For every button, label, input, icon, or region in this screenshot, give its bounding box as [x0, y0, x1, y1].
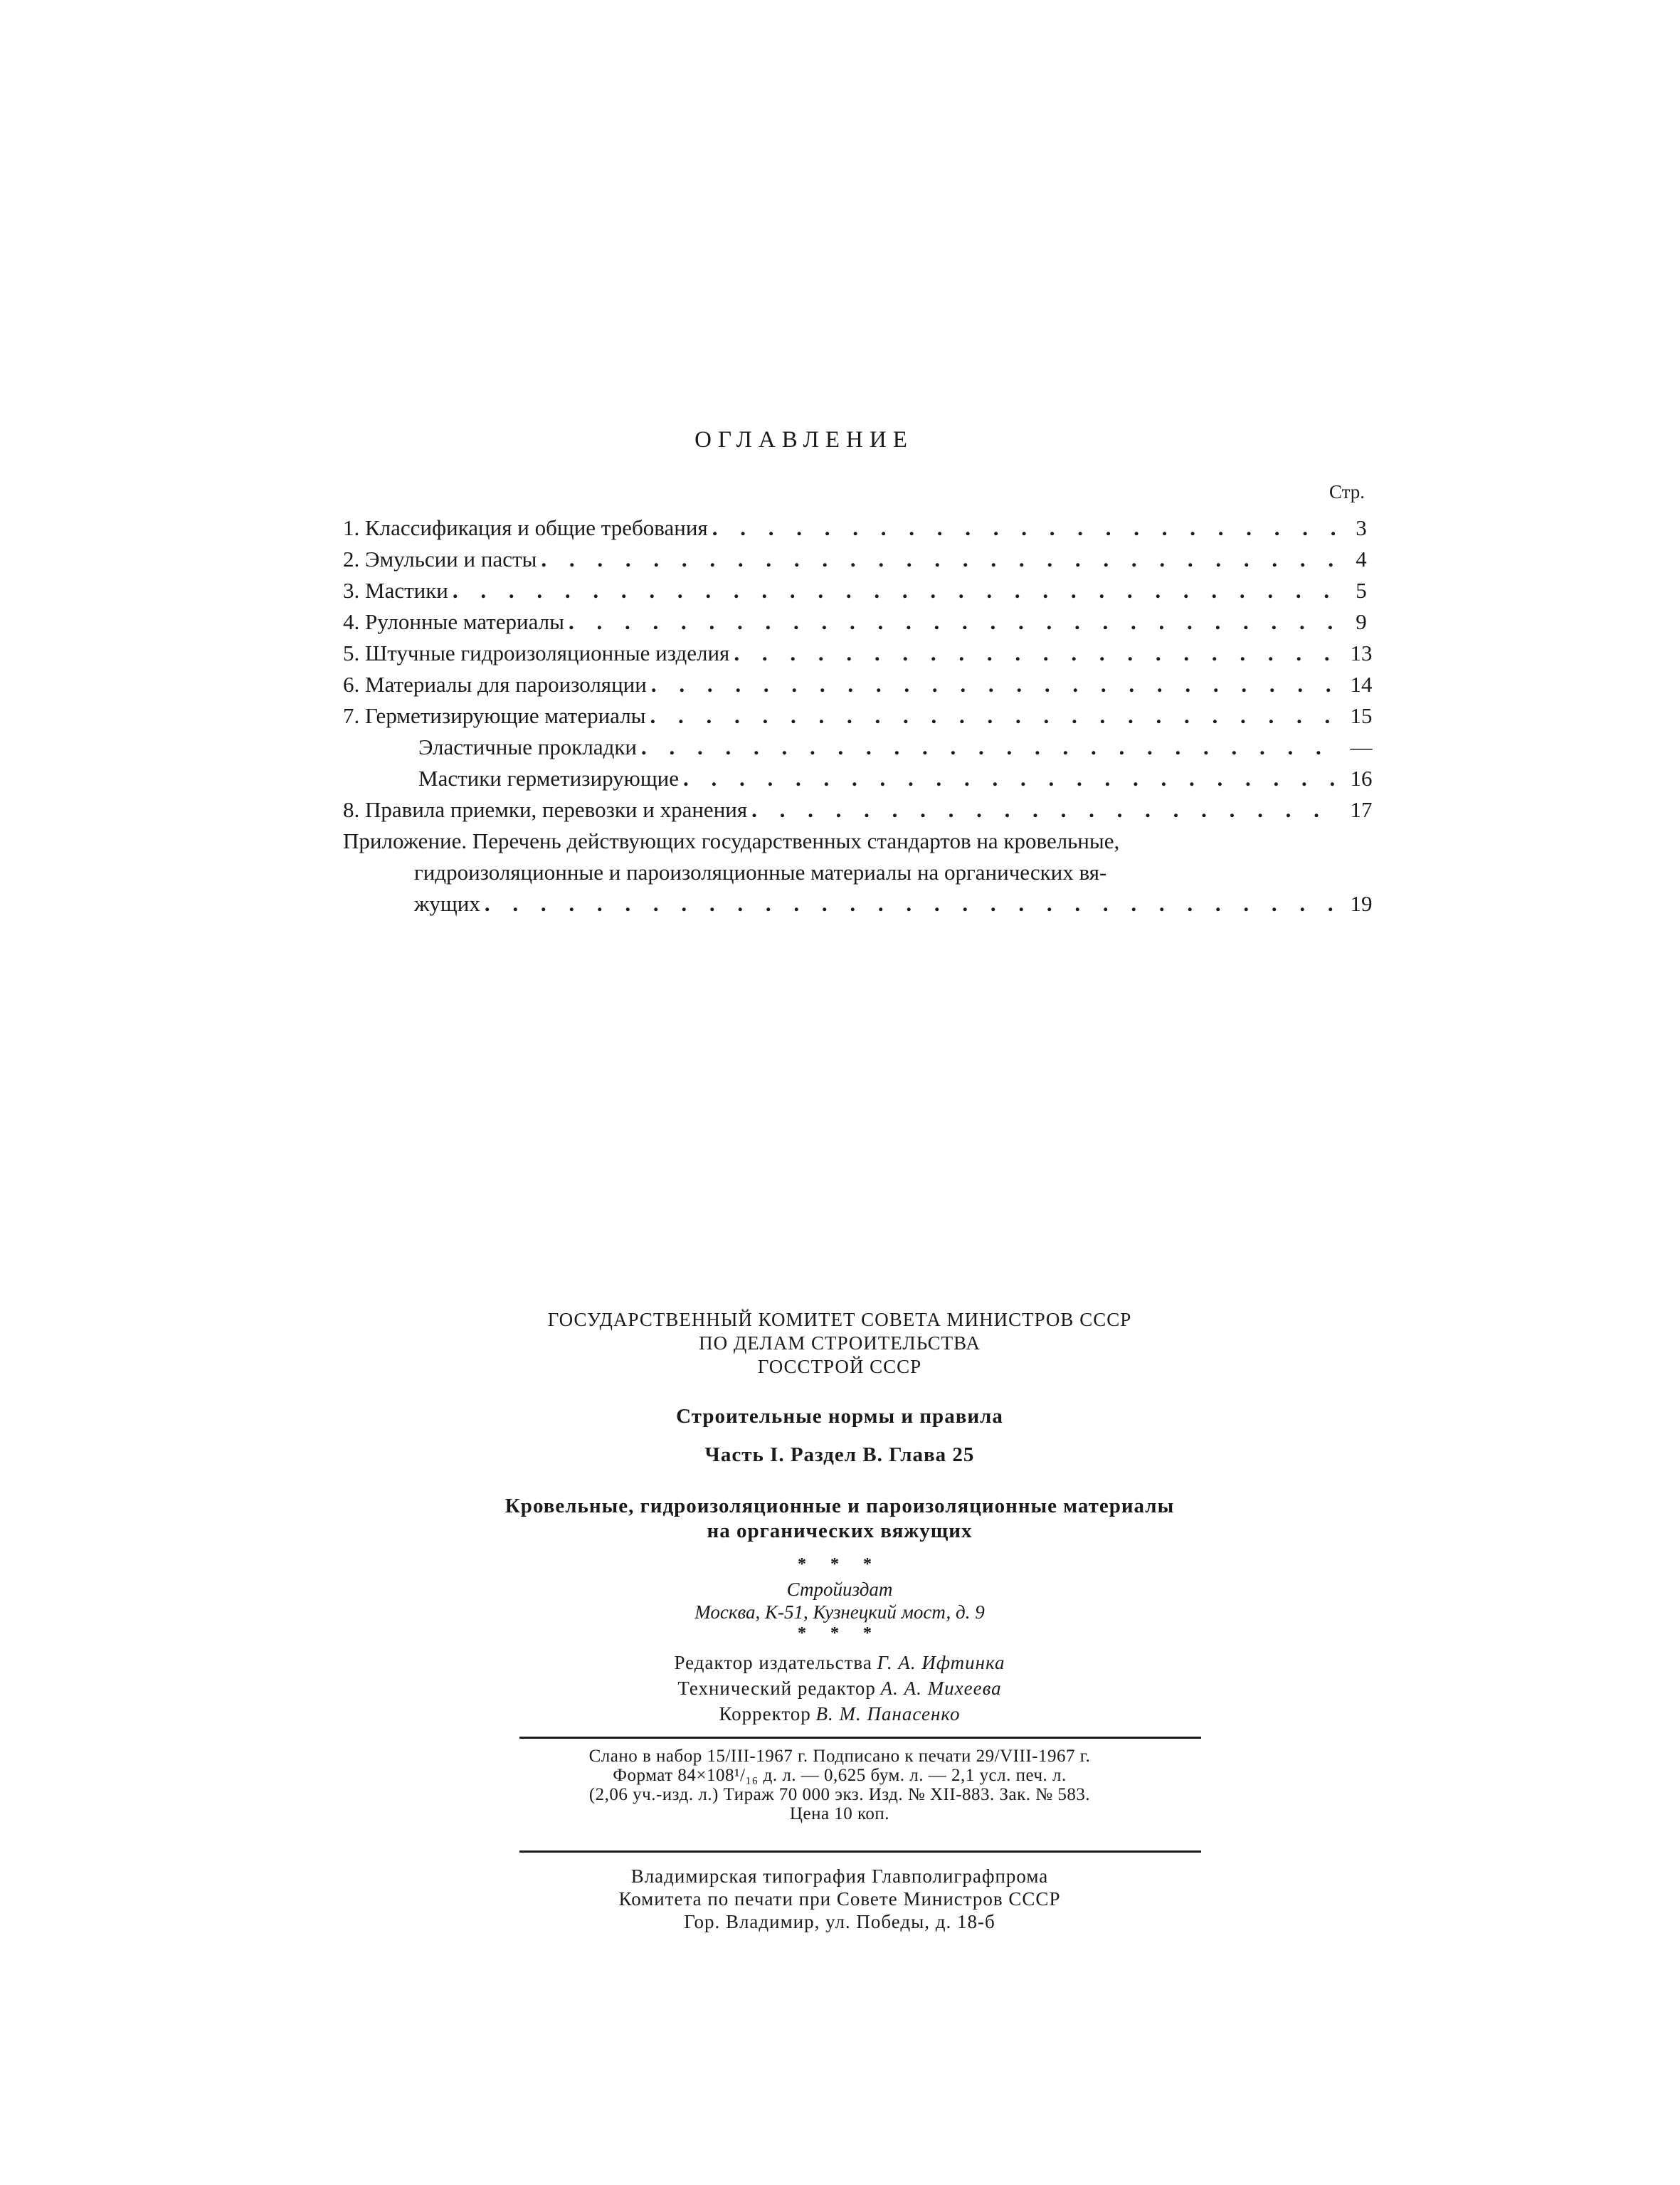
toc-entry-label: 3. Мастики — [343, 578, 448, 603]
toc-appendix-last-line — [343, 888, 1382, 920]
org-line: ГОССТРОЙ СССР — [757, 1356, 922, 1377]
toc-entry-page: — — [1350, 735, 1373, 759]
toc-entry-page: 15 — [1350, 703, 1373, 728]
staff-name: Г. А. Ифтинка — [877, 1652, 1005, 1673]
dot-leader — [541, 544, 1335, 575]
toc-entry-page: 5 — [1356, 578, 1367, 603]
org-line: ПО ДЕЛАМ СТРОИТЕЛЬСТВА — [699, 1332, 981, 1354]
toc-entry-label: 4. Рулонные материалы — [343, 609, 564, 634]
toc-heading: ОГЛАВЛЕНИЕ — [694, 427, 914, 453]
toc-entry — [343, 512, 1382, 544]
toc-entry-page: 19 — [1350, 891, 1373, 916]
toc-subentry — [343, 732, 1382, 763]
book-title — [455, 1494, 1224, 1544]
staff-role: Редактор издательства — [674, 1652, 872, 1673]
printer-line: Владимирская типография Главполиграфпрома — [630, 1865, 1049, 1887]
toc-appendix-entry — [343, 826, 1382, 920]
dot-leader — [751, 794, 1335, 826]
staff-name: В. М. Панасенко — [815, 1703, 961, 1725]
toc-entry-page: 13 — [1350, 641, 1373, 665]
part-section-chapter: Часть I. Раздел В. Глава 25 — [704, 1443, 975, 1466]
toc-subentry — [343, 763, 1382, 794]
toc-entry-label: Мастики герметизирующие — [418, 766, 680, 791]
toc-appendix-line: гидроизоляционные и пароизоляционные материалы на органических вя- — [414, 860, 1107, 885]
printing-house — [455, 1865, 1224, 1933]
publisher-name: Стройиздат — [786, 1579, 893, 1600]
dot-leader — [641, 732, 1335, 763]
staff-line — [455, 1650, 1224, 1675]
toc-entry-label: 5. Штучные гидроизоляционные изделия — [343, 641, 730, 665]
toc-entry — [343, 544, 1382, 575]
toc-entry-page: 17 — [1350, 797, 1373, 822]
divider-rule — [519, 1850, 1201, 1853]
toc-entry-label: 1. Классификация и общие требования — [343, 515, 708, 540]
org-line: ГОСУДАРСТВЕННЫЙ КОМИТЕТ СОВЕТА МИНИСТРОВ СССР — [547, 1309, 1132, 1330]
toc-entry-label: 7. Герметизирующие материалы — [343, 703, 646, 728]
toc-entry — [343, 700, 1382, 732]
dot-leader — [683, 763, 1335, 794]
dot-leader — [569, 606, 1335, 638]
toc-entry — [343, 606, 1382, 638]
series-title: Строительные нормы и правила — [676, 1405, 1003, 1428]
dot-leader — [712, 512, 1335, 544]
printer-line: Гор. Владимир, ул. Победы, д. 18-б — [684, 1911, 995, 1932]
toc-entry-page: 14 — [1350, 672, 1373, 697]
toc-entry — [343, 794, 1382, 826]
toc-entry — [343, 638, 1382, 669]
dot-leader — [651, 669, 1335, 700]
toc-entry-label: 2. Эмульсии и пасты — [343, 547, 537, 572]
staff-name: А. А. Михеева — [880, 1678, 1002, 1699]
divider-rule — [519, 1737, 1201, 1739]
print-details-line: Слано в набор 15/III-1967 г. Подписано к печати 29/VIII-1967 г. — [588, 1747, 1091, 1766]
staff-role: Корректор — [719, 1703, 811, 1725]
toc-entry-label: жущих — [414, 891, 480, 916]
editorial-staff — [455, 1650, 1224, 1727]
print-details-line: (2,06 уч.-изд. л.) Тираж 70 000 экз. Изд. № XII-883. Зак. № 583. — [588, 1785, 1091, 1804]
dot-leader — [650, 700, 1335, 732]
dot-leader — [453, 575, 1335, 606]
publisher — [455, 1578, 1224, 1623]
staff-line — [455, 1675, 1224, 1701]
staff-role: Технический редактор — [677, 1678, 876, 1699]
toc-entry-page: 3 — [1356, 515, 1367, 540]
book-title-line: Кровельные, гидроизоляционные и пароизоляционные материалы — [504, 1495, 1175, 1517]
toc-entry-label: 6. Материалы для пароизоляции — [343, 672, 647, 697]
dot-leader — [485, 888, 1335, 920]
printer-line: Комитета по печати при Совете Министров СССР — [618, 1888, 1061, 1910]
ornament-stars: * * * — [798, 1555, 882, 1574]
issuing-organization — [455, 1308, 1224, 1379]
table-of-contents — [343, 512, 1382, 920]
toc-entry-page: 4 — [1356, 547, 1367, 572]
dot-leader — [734, 638, 1335, 669]
publisher-address: Москва, К-51, Кузнецкий мост, д. 9 — [694, 1601, 985, 1623]
toc-page-column-label: Стр. — [1329, 481, 1365, 502]
toc-entry — [343, 669, 1382, 700]
price: Цена 10 коп. — [789, 1804, 890, 1823]
toc-appendix-line: Приложение. Перечень действующих государственных стандартов на кровельные, — [343, 828, 1120, 853]
staff-line — [455, 1701, 1224, 1727]
print-details — [455, 1747, 1224, 1823]
ornament-stars: * * * — [798, 1624, 882, 1643]
toc-entry-page: 9 — [1356, 609, 1367, 634]
toc-entry-label: Эластичные прокладки — [418, 735, 638, 759]
toc-entry-page: 16 — [1350, 766, 1373, 791]
book-title-line: на органических вяжущих — [707, 1520, 973, 1542]
print-details-line: Формат 84×108¹/₁₆ д. л. — 0,625 бум. л. — 2,1 усл. печ. л. — [613, 1766, 1067, 1785]
toc-entry-label: 8. Правила приемки, перевозки и хранения — [343, 797, 748, 822]
toc-entry — [343, 575, 1382, 606]
